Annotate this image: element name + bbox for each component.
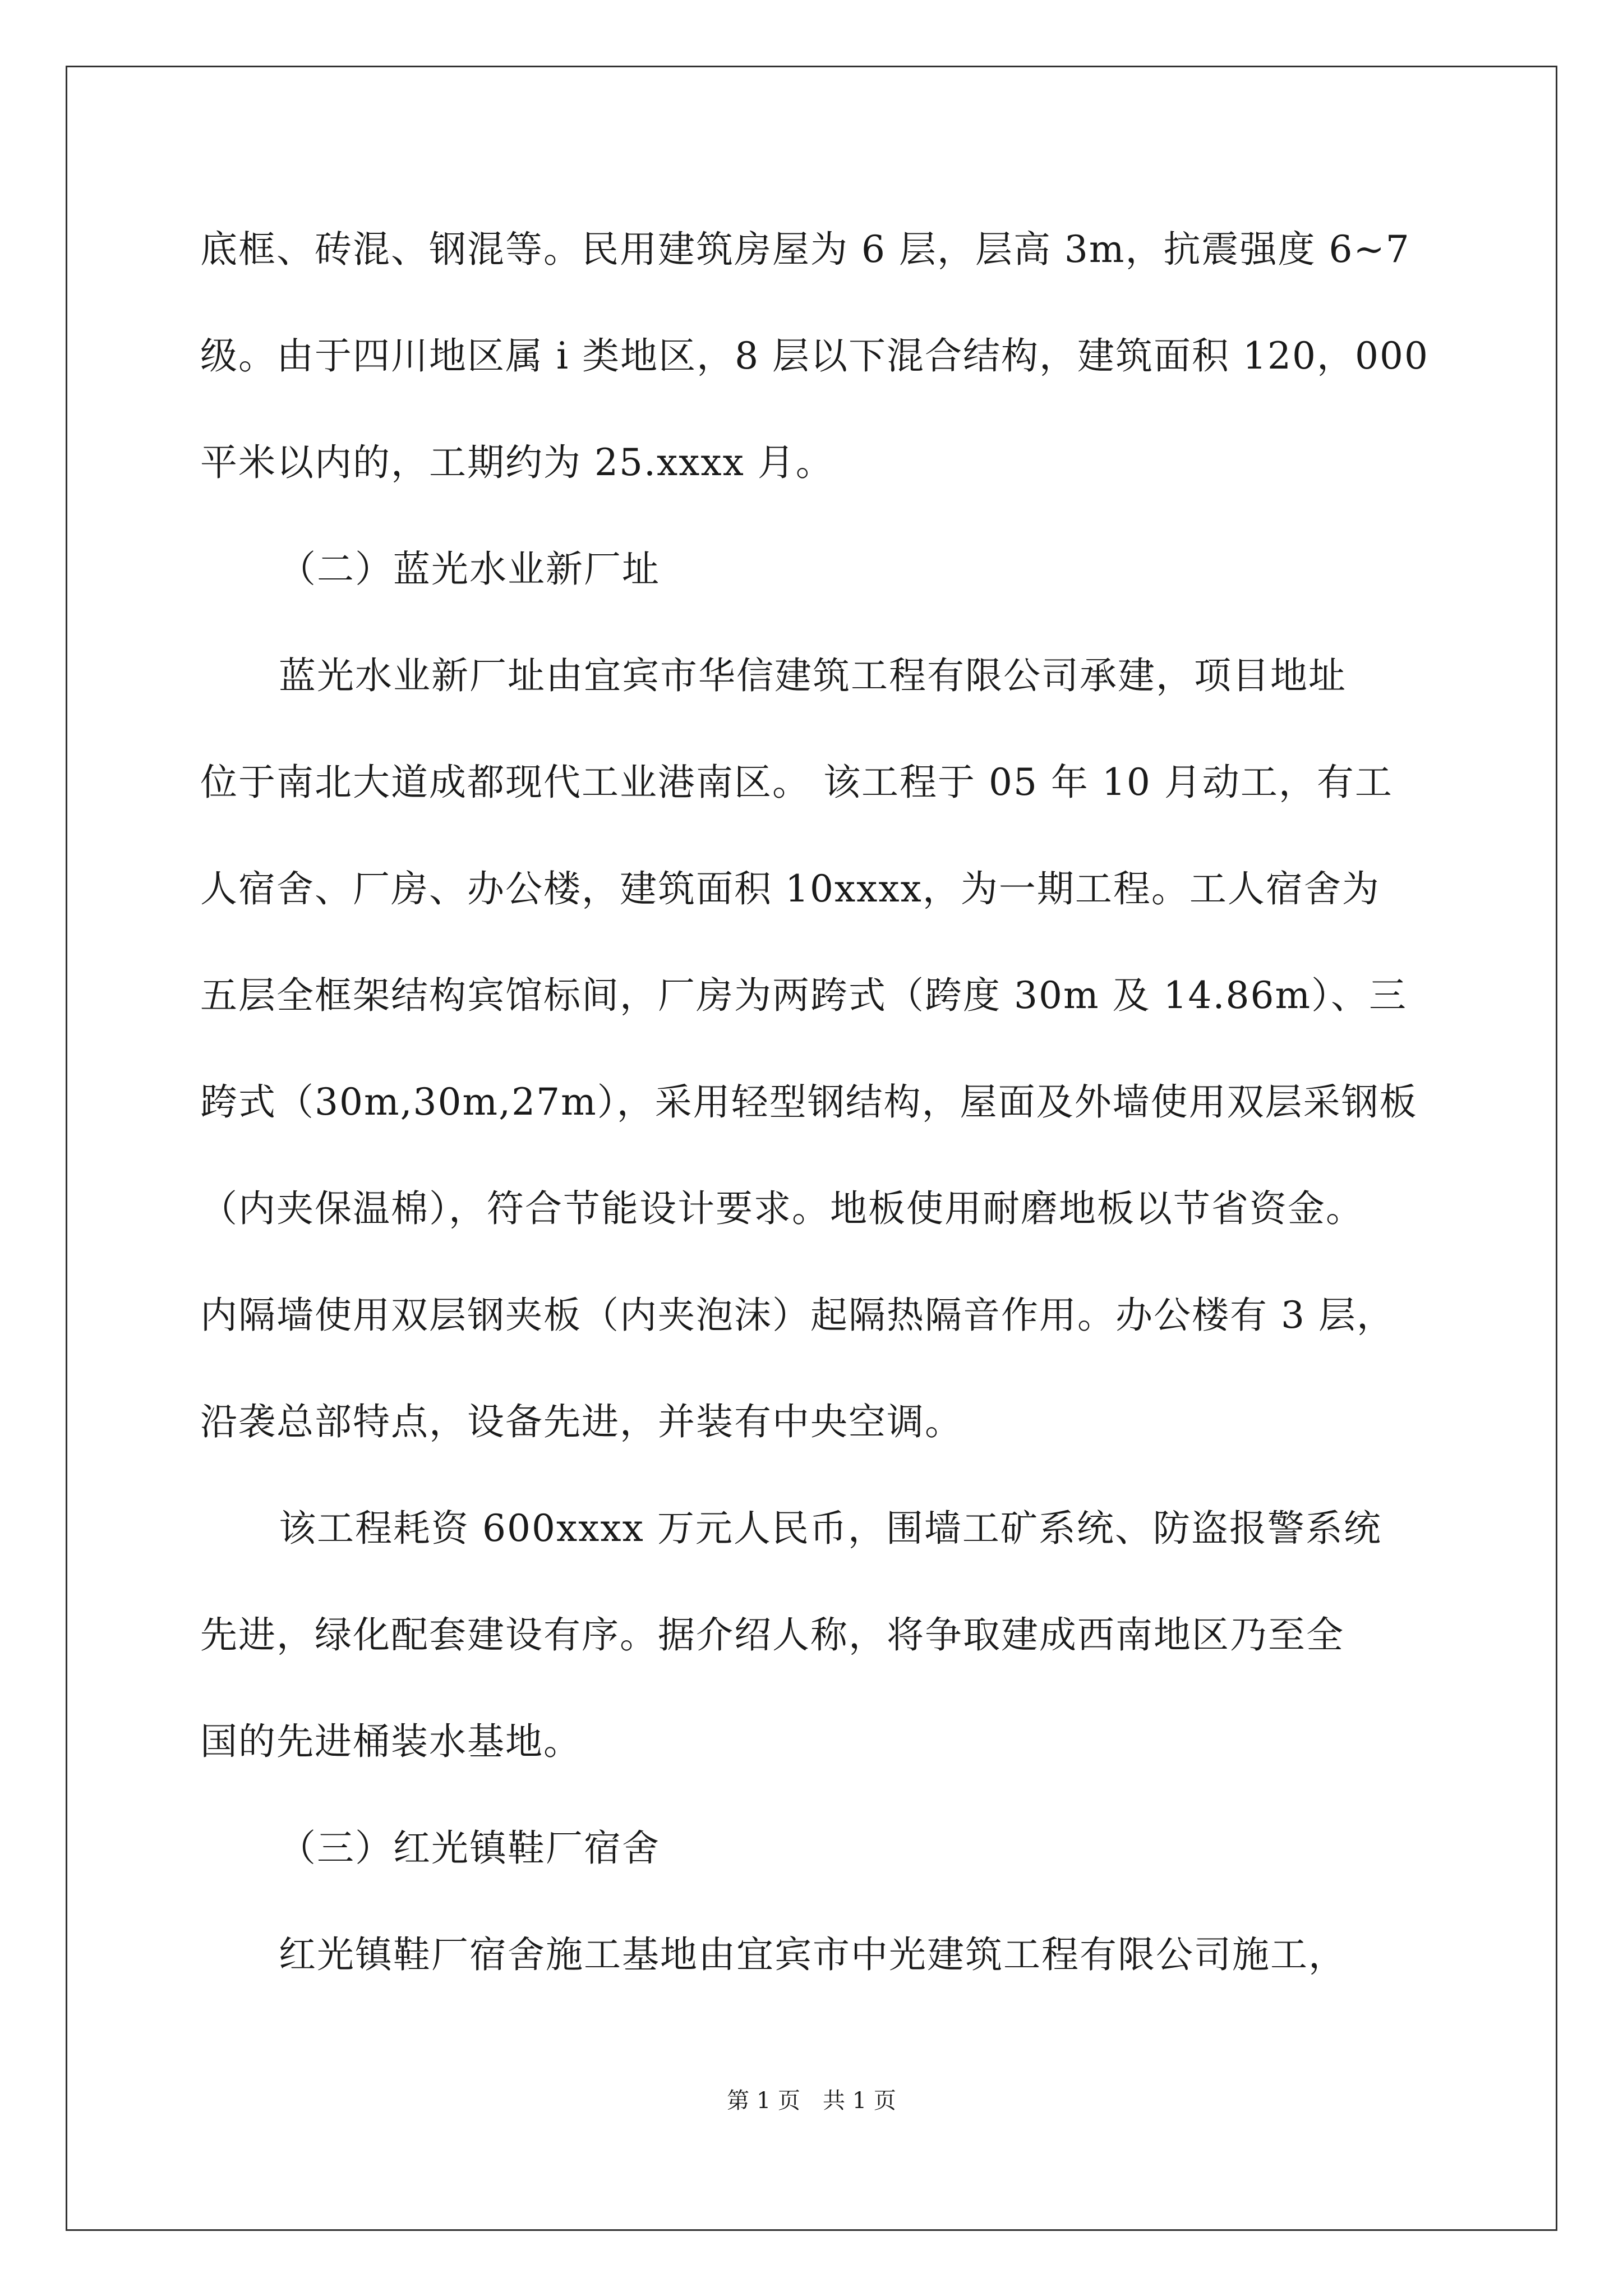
page-number-footer: 第 1 页 共 1 页 xyxy=(727,2088,896,2114)
body-text-line: 内隔墙使用双层钢夹板（内夹泡沫）起隔热隔音作用。办公楼有 3 层， xyxy=(200,1294,1395,1337)
body-text-line: 五层全框架结构宾馆标间，厂房为两跨式（跨度 30m 及 14.86m）、三 xyxy=(200,974,1408,1017)
body-text-line: 蓝光水业新厂址由宜宾市华信建筑工程有限公司承建，项目地址 xyxy=(279,654,1347,697)
body-text-line: 跨式（30m,30m,27m），采用轻型钢结构，屋面及外墙使用双层采钢板 xyxy=(200,1080,1418,1124)
body-text-line: 先进，绿化配套建设有序。据介绍人称，将争取建成西南地区乃至全 xyxy=(200,1613,1344,1657)
body-text-line: 人宿舍、厂房、办公楼，建筑面积 10xxxx，为一期工程。工人宿舍为 xyxy=(200,867,1380,910)
body-text-line: 级。由于四川地区属 i 类地区，8 层以下混合结构，建筑面积 120，000 xyxy=(200,334,1429,378)
section-heading: （二）蓝光水业新厂址 xyxy=(279,547,660,591)
body-text-line: （内夹保温棉），符合节能设计要求。地板使用耐磨地板以节省资金。 xyxy=(200,1187,1364,1230)
section-heading: （三）红光镇鞋厂宿舍 xyxy=(279,1826,660,1870)
body-text-line: 位于南北大道成都现代工业港南区。 该工程于 05 年 10 月动工，有工 xyxy=(200,761,1393,804)
document-body xyxy=(200,196,1434,2008)
body-text-line: 红光镇鞋厂宿舍施工基地由宜宾市中光建筑工程有限公司施工， xyxy=(279,1933,1347,1976)
body-text-line: 该工程耗资 600xxxx 万元人民币，围墙工矿系统、防盗报警系统 xyxy=(279,1507,1382,1550)
body-text-line: 沿袭总部特点，设备先进，并装有中央空调。 xyxy=(200,1400,963,1443)
body-text-line: 底框、砖混、钢混等。民用建筑房屋为 6 层，层高 3m，抗震强度 6~7 xyxy=(200,228,1410,271)
body-text-line: 平米以内的，工期约为 25.xxxx 月。 xyxy=(200,441,834,484)
body-text-line: 国的先进桶装水基地。 xyxy=(200,1720,582,1763)
